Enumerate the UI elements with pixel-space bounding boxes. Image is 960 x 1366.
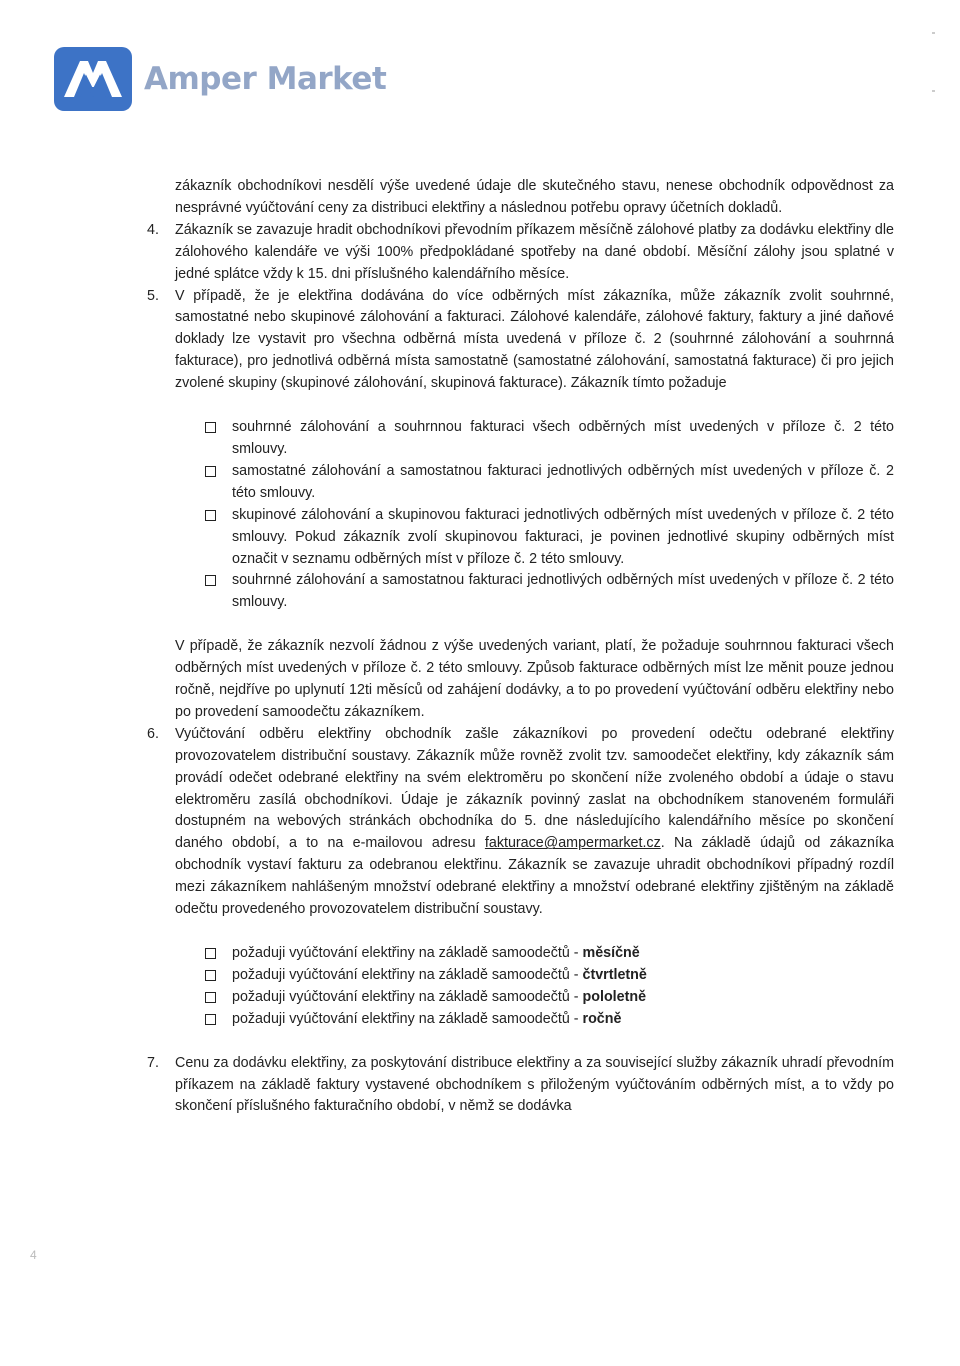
clause-7 [147,1053,894,1119]
scan-artifact [932,32,935,34]
option-dash: - [573,1010,579,1027]
option-prefix: požaduji vyúčtování elektřiny na základě samoodečtů [232,988,570,1005]
clause-5 [147,286,894,396]
checkbox[interactable] [205,422,216,433]
amper-market-logo [54,47,386,111]
invoicing-options [147,417,894,614]
period-label: měsíčně [582,945,640,961]
option-label: samostatné zálohování a samostatnou fakturaci jednotlivých odběrných míst uvedených v příloze č. 2 této smlouvy. [232,462,894,501]
option-dash: - [573,966,579,983]
option-label [232,1009,894,1031]
option-label: souhrnné zálohování a souhrnnou fakturaci všech odběrných míst uvedených v příloze č. 2 této smlouvy. [232,419,894,457]
clause-number: 5. [147,287,159,304]
option-row [205,987,894,1009]
logo-mark-icon [54,47,132,111]
checkbox[interactable] [205,1014,216,1025]
clause-text-part: . Na základě údajů od zákazníka obchodník vystaví fakturu za odebranou elektřinu. Zákazník se zavazuje uhradit obchodníkovi případný rozdíl mezi zákazníkem nahlášeným množství odebrané elektřiny a množství odebrané elektřiny zjištěným na základě odečtu provedeného provozovatelem distribuční soustavy. [175,835,894,918]
option-row [205,505,894,571]
option-dash: - [573,988,579,1005]
logo-text: Amper Market [144,61,387,97]
option-row [205,461,894,505]
checkbox[interactable] [205,992,216,1003]
clause-6 [147,724,894,921]
page-number: 4 [30,1248,37,1262]
option-label [232,987,894,1009]
option-label: souhrnné zálohování a samostatnou fakturaci jednotlivých odběrných míst uvedených v příloze č. 2 této smlouvy. [232,572,894,611]
email-link[interactable]: fakturace@ampermarket.cz [484,835,661,852]
period-label: pololetně [582,988,647,1005]
clause-4 [147,220,894,286]
option-label [232,943,894,965]
option-label [232,965,894,987]
checkbox[interactable] [205,510,216,521]
checkbox[interactable] [205,466,216,477]
option-prefix: požaduji vyúčtování elektřiny na základě samoodečtů [232,945,570,961]
clause-text: V případě, že je elektřina dodávána do více odběrných míst zákazníka, může zákazník zvolit souhrnné, samostatné nebo skupinové zálohování a fakturaci. Zálohové kalendáře, zálohové faktury, faktury a jiné daňové doklady lze vystavit pro všechna odběrná místa uvedená v příloze č. 2 (souhrnné zálohování a souhrnná fakturace), pro jednotlivá odběrná místa samostatně (samostatné zálohování, samostatná fakturace) či pro jejich zvolené skupiny (skupinové zálohování, skupinová fakturace). Zákazník tímto požaduje [175,287,894,392]
clause-text: Cenu za dodávku elektřiny, za poskytování distribuce elektřiny a za související služby zákazník uhradí převodním příkazem na základě faktury vystavené obchodníkem s přiloženým vyúčtováním odběrných míst, a to vždy po skončení příslušného fakturačního období, v němž se dodávka [175,1054,894,1115]
reading-period-options [147,943,894,1031]
period-label: čtvrtletně [582,966,647,983]
option-row [205,570,894,614]
option-row [205,943,894,965]
intro-paragraph: zákazník obchodníkovi nesdělí výše uvedené údaje dle skutečného stavu, nenese obchodník odpovědnost za nesprávné vyúčtování ceny za distribuci elektřiny a následnou potřebu opravy účetních dokladů. [175,178,894,216]
option-prefix: požaduji vyúčtování elektřiny na základě samoodečtů [232,1010,570,1027]
period-label: ročně [582,1010,622,1027]
clause-number: 7. [147,1054,159,1071]
clause-number: 6. [147,725,159,742]
scan-artifact [932,90,935,92]
option-row [205,1009,894,1031]
document-body [147,176,894,1118]
checkbox[interactable] [205,575,216,586]
option-prefix: požaduji vyúčtování elektřiny na základě samoodečtů [232,966,570,983]
clause-text [175,724,894,921]
clause-number: 4. [147,221,159,238]
checkbox[interactable] [205,948,216,959]
option-row [205,417,894,461]
option-row [205,965,894,987]
checkbox[interactable] [205,970,216,981]
clause-5-note: V případě, že zákazník nezvolí žádnou z výše uvedených variant, platí, že požaduje souhrnnou fakturaci všech odběrných míst uvedených v příloze č. 2 této smlouvy. Způsob fakturace odběrných míst lze měnit pouze jednou ročně, nejdříve po uplynutí 12ti měsíců od zahájení dodávky, a to po provedení vyúčtování odběru elektřiny nebo po provedení samoodečtu zákazníkem. [175,638,894,720]
option-label: skupinové zálohování a skupinovou fakturaci jednotlivých odběrných míst uvedených v příloze č. 2 této smlouvy. Pokud zákazník zvolí skupinovou fakturaci, je povinen jednotlivé skupiny odběrných míst označit v seznamu odběrných míst v příloze č. 2 této smlouvy. [232,506,894,567]
clause-text: Zákazník se zavazuje hradit obchodníkovi převodním příkazem měsíčně zálohové platby za dodávku elektřiny dle zálohového kalendáře ve výši 100% předpokládané spotřeby na dané období. Měsíční zálohy jsou splatné v jedné splátce vždy k 15. dni příslušného kalendářního měsíce. [175,221,894,282]
option-dash: - [573,945,579,961]
clause-text-part: Vyúčtování odběru elektřiny obchodník zašle zákazníkovi po provedení odečtu odebrané elektřiny provozovatelem distribuční soustavy. Zákazník může rovněž zvolit tzv. samoodečet elektřiny, kdy zákazník sám provádí odečet odebrané elektřiny na svém elektroměru po skončení níže zvoleného období a údaje o stavu elektroměru zasílá obchodníkovi. Údaje je zákazník povinný zaslat na obchodníkem stanoveném formuláři dostupném na webových stránkách obchodníka do 5. dne následujícího kalendářního měsíce po skončení daného období, a to na e-mailovou adresu [175,725,894,852]
